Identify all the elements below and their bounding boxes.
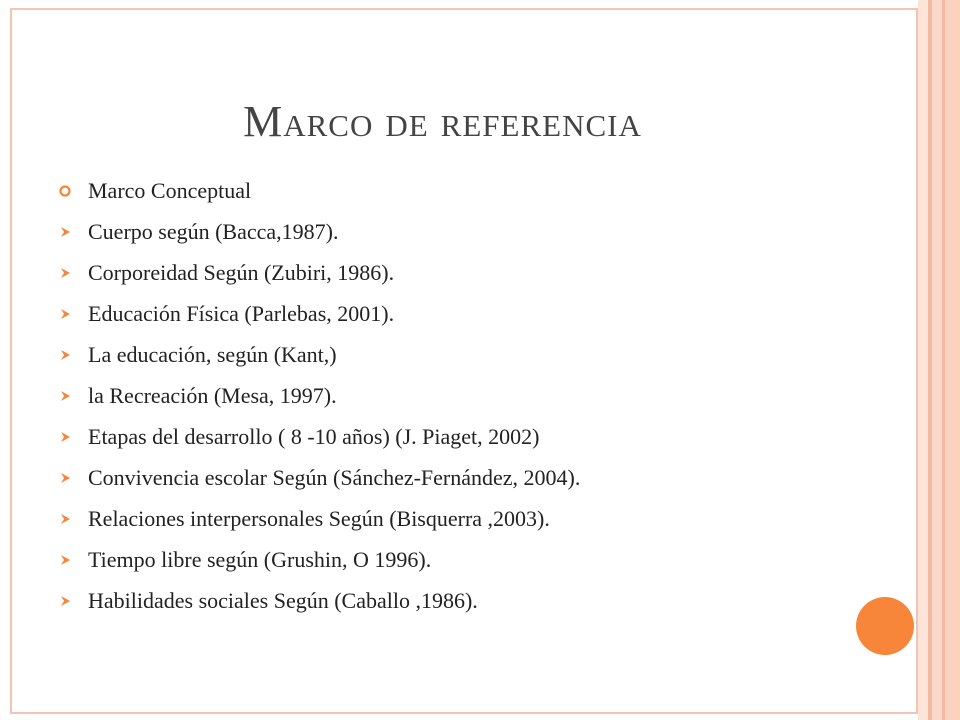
arrowhead-icon [58, 430, 72, 444]
bullet-list [58, 170, 580, 621]
hollow-circle-icon [58, 184, 72, 198]
list-item-text: La educación, según (Kant,) [88, 341, 337, 367]
orange-circle-decoration [856, 597, 914, 655]
list-item-text: Relaciones interpersonales Según (Bisquerra ,2003). [88, 505, 550, 531]
list-item-text: Convivencia escolar Según (Sánchez-Fernández, 2004). [88, 464, 581, 490]
arrowhead-icon [58, 307, 72, 321]
slide-title: Marco de referencia [243, 97, 642, 146]
list-item [58, 580, 580, 621]
list-item [58, 293, 580, 334]
list-item-text: la Recreación (Mesa, 1997). [88, 382, 337, 408]
list-item [58, 211, 580, 252]
list-item-text: Marco Conceptual [88, 177, 252, 203]
list-item [58, 334, 580, 375]
arrowhead-icon [58, 594, 72, 608]
arrowhead-icon [58, 266, 72, 280]
arrowhead-icon [58, 553, 72, 567]
list-item [58, 375, 580, 416]
list-item-text: Tiempo libre según (Grushin, O 1996). [88, 546, 432, 572]
arrowhead-icon [58, 512, 72, 526]
stripe [945, 0, 960, 720]
stripe [932, 0, 942, 720]
list-item [58, 539, 580, 580]
list-item [58, 170, 580, 211]
list-item-text: Corporeidad Según (Zubiri, 1986). [88, 259, 395, 285]
list-item-text: Cuerpo según (Bacca,1987). [88, 218, 339, 244]
stripe [918, 0, 928, 720]
arrowhead-icon [58, 348, 72, 362]
list-item-text: Etapas del desarrollo ( 8 -10 años) (J. Piaget, 2002) [88, 423, 540, 449]
list-item-text: Educación Física (Parlebas, 2001). [88, 300, 395, 326]
list-item [58, 252, 580, 293]
arrowhead-icon [58, 471, 72, 485]
list-item [58, 498, 580, 539]
list-item [58, 416, 580, 457]
list-item-text: Habilidades sociales Según (Caballo ,1986). [88, 587, 478, 613]
arrowhead-icon [58, 225, 72, 239]
arrowhead-icon [58, 389, 72, 403]
list-item [58, 457, 580, 498]
